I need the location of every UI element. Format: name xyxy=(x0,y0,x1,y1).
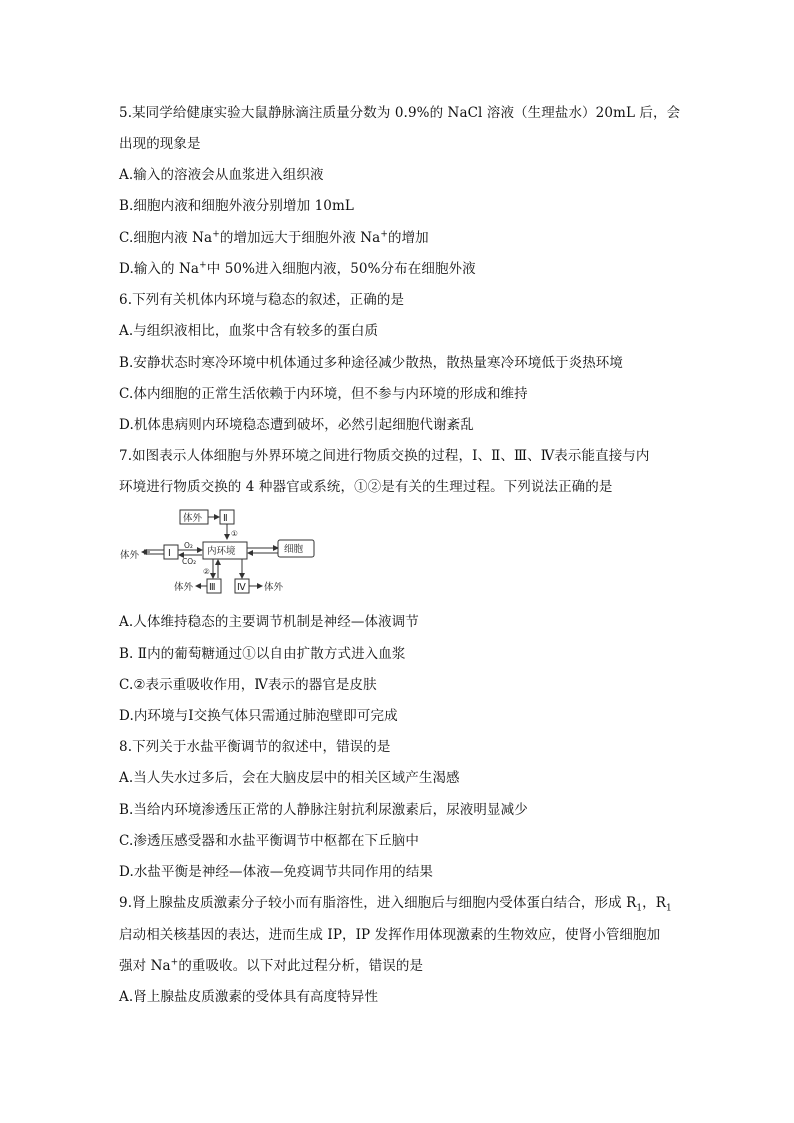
q8-option-d: D.水盐平衡是神经—体液—免疫调节共同作用的结果 xyxy=(119,864,434,880)
q9-stem-line1: 9.肾上腺盐皮质激素分子较小而有脂溶性，进入细胞后与细胞内受体蛋白结合，形成 $R_1$，$R_1$ xyxy=(119,895,672,914)
organ-iv-label: Ⅳ xyxy=(237,582,246,593)
q8-option-b: B.当给内环境渗透压正常的人静脉注射抗利尿激素后，尿液明显减少 xyxy=(119,802,528,818)
organ-iii-label: Ⅲ xyxy=(209,582,216,593)
q5-stem-line2: 出现的现象是 xyxy=(119,136,201,152)
outside-label-top: 体外 xyxy=(183,513,203,524)
co2-label: CO₂ xyxy=(182,557,197,566)
inner-environment-label: 内环境 xyxy=(207,546,236,557)
q6-option-b: B.安静状态时寒冷环境中机体通过多种途径减少散热，散热量寒冷环境低于炎热环境 xyxy=(119,355,624,371)
q8-stem: 8.下列关于水盐平衡调节的叙述中，错误的是 xyxy=(119,739,391,755)
q9-stem-line3: 强对 Na+的重吸收。以下对此过程分析，错误的是 xyxy=(119,957,424,974)
q5-stem-line1: 5.某同学给健康实验大鼠静脉滴注质量分数为 0.9%的 NaCl 溶液（生理盐水）20mL 后，会 xyxy=(119,105,681,121)
q7-stem-line2: 环境进行物质交换的 4 种器官或系统，①②是有关的生理过程。下列说法正确的是 xyxy=(119,479,613,495)
q7-stem-line1: 7.如图表示人体细胞与外界环境之间进行物质交换的过程，Ⅰ、Ⅱ、Ⅲ、Ⅳ表示能直接与内 xyxy=(119,448,650,464)
q7-option-b: B. Ⅱ内的葡萄糖通过①以自由扩散方式进入血浆 xyxy=(119,646,406,662)
organ-i-label: Ⅰ xyxy=(168,548,171,559)
organ-ii-label: Ⅱ xyxy=(223,513,228,524)
process-1-label: ① xyxy=(231,529,238,538)
q6-option-a: A.与组织液相比，血浆中含有较多的蛋白质 xyxy=(119,323,379,339)
q6-option-d: D.机体患病则内环境稳态遭到破坏，必然引起细胞代谢紊乱 xyxy=(119,417,474,433)
q5-option-d: D.输入的 Na+中 50%进入细胞内液，50%分布在细胞外液 xyxy=(119,260,476,277)
q6-option-c: C.体内细胞的正常生活依赖于内环境，但不参与内环境的形成和维持 xyxy=(119,386,528,402)
q8-option-c: C.渗透压感受器和水盐平衡调节中枢都在下丘脑中 xyxy=(119,833,419,849)
exchange-diagram xyxy=(120,506,320,598)
q5-option-a: A.输入的溶液会从血浆进入组织液 xyxy=(119,167,324,183)
q7-option-d: D.内环境与Ⅰ交换气体只需通过肺泡壁即可完成 xyxy=(119,708,398,724)
q5-option-c: C.细胞内液 Na+的增加远大于细胞外液 Na+的增加 xyxy=(119,229,429,246)
q5-option-b: B.细胞内液和细胞外液分别增加 10mL xyxy=(119,198,354,214)
q8-option-a: A.当人失水过多后，会在大脑皮层中的相关区域产生渴感 xyxy=(119,770,460,786)
q6-stem: 6.下列有关机体内环境与稳态的叙述，正确的是 xyxy=(119,292,405,308)
outside-label-bottom-left: 体外 xyxy=(174,582,194,593)
q9-stem-line2: 启动相关核基因的表达，进而生成 IP，IP 发挥作用体现激素的生物效应，使肾小管细胞加 xyxy=(119,927,661,943)
q7-option-a: A.人体维持稳态的主要调节机制是神经—体液调节 xyxy=(119,614,419,630)
cell-label: 细胞 xyxy=(284,544,304,555)
outside-label-left: 体外 xyxy=(120,550,140,561)
organ-i-box xyxy=(164,545,178,559)
o2-label: O₂ xyxy=(184,541,193,550)
process-2-label: ② xyxy=(203,567,210,576)
q9-option-a: A.肾上腺盐皮质激素的受体具有高度特异性 xyxy=(119,989,379,1005)
q7-option-c: C.②表示重吸收作用，Ⅳ表示的器官是皮肤 xyxy=(119,677,377,693)
outside-label-bottom-right: 体外 xyxy=(264,582,284,593)
